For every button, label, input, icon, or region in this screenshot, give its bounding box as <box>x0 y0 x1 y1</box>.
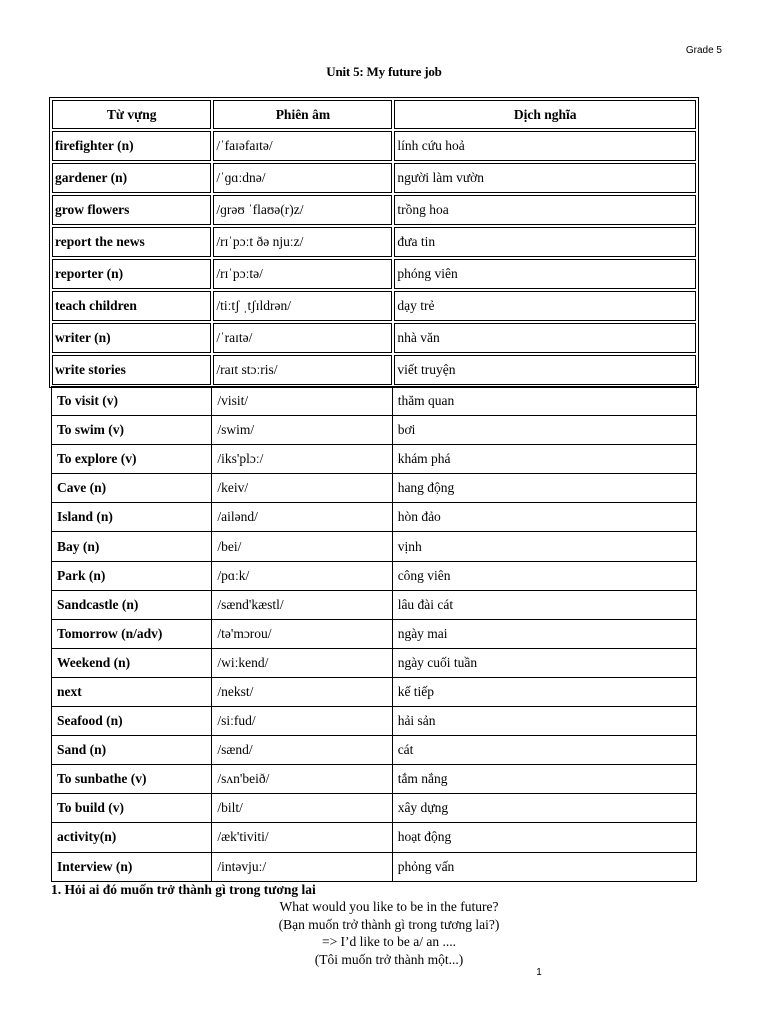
table-header-row <box>52 100 696 129</box>
word-cell: Sandcastle (n) <box>52 590 212 619</box>
word-cell: next <box>52 677 212 706</box>
table-row <box>52 163 696 193</box>
table-row <box>52 387 697 416</box>
ipa-cell: /bei/ <box>212 532 392 561</box>
meaning-cell: hòn đảo <box>392 503 696 532</box>
table-row <box>52 355 696 385</box>
ipa-cell: /tə'mɔrou/ <box>212 619 392 648</box>
example-question: What would you like to be in the future? <box>279 899 499 914</box>
table-row <box>52 227 696 257</box>
header-meaning: Dịch nghĩa <box>394 100 696 129</box>
ipa-cell: /ɡrəʊ ˈflaʊə(r)z/ <box>213 195 392 225</box>
ipa-cell: /ˈfaɪəfaɪtə/ <box>213 131 392 161</box>
ipa-cell: /sænd'kæstl/ <box>212 590 392 619</box>
table-row <box>52 259 696 289</box>
word-cell: To visit (v) <box>52 387 212 416</box>
word-cell: To swim (v) <box>52 416 212 445</box>
example-answer: => I’d like to be a/ an .... <box>321 934 457 949</box>
example-sentences <box>0 898 768 968</box>
page-title: Unit 5: My future job <box>326 64 442 79</box>
word-cell: grow flowers <box>52 195 211 225</box>
word-cell: firefighter (n) <box>52 131 211 161</box>
word-cell: Seafood (n) <box>52 707 212 736</box>
word-cell: write stories <box>52 355 211 385</box>
word-cell: Weekend (n) <box>52 648 212 677</box>
table-row <box>52 823 697 852</box>
meaning-cell: phỏng vấn <box>392 852 696 881</box>
word-cell: Sand (n) <box>52 736 212 765</box>
ipa-cell: /raɪt stɔːris/ <box>213 355 392 385</box>
table-row <box>52 195 696 225</box>
meaning-cell: lính cứu hoả <box>394 131 696 161</box>
word-cell: To sunbathe (v) <box>52 765 212 794</box>
meaning-cell: hoạt động <box>392 823 696 852</box>
ipa-cell: /ˈraɪtə/ <box>213 323 392 353</box>
meaning-cell: tắm nắng <box>392 765 696 794</box>
header-ipa: Phiên âm <box>213 100 392 129</box>
word-cell: Interview (n) <box>52 852 212 881</box>
meaning-cell: vịnh <box>392 532 696 561</box>
example-answer-translation: (Tôi muốn trở thành một...) <box>314 951 464 967</box>
ipa-cell: /sænd/ <box>212 736 392 765</box>
meaning-cell: lâu đài cát <box>392 590 696 619</box>
table-row <box>52 445 697 474</box>
ipa-cell: /intəvjuː/ <box>212 852 392 881</box>
word-cell: To build (v) <box>52 794 212 823</box>
ipa-cell: /æk'tiviti/ <box>212 823 392 852</box>
table-row <box>52 852 697 881</box>
word-cell: reporter (n) <box>52 259 211 289</box>
ipa-cell: /siːfud/ <box>212 707 392 736</box>
ipa-cell: /visit/ <box>212 387 392 416</box>
word-cell: writer (n) <box>52 323 211 353</box>
ipa-cell: /bilt/ <box>212 794 392 823</box>
ipa-cell: /nekst/ <box>212 677 392 706</box>
word-cell: activity(n) <box>52 823 212 852</box>
meaning-cell: khám phá <box>392 445 696 474</box>
word-cell: Tomorrow (n/adv) <box>52 619 212 648</box>
table-row <box>52 736 697 765</box>
grade-label: Grade 5 <box>685 45 722 56</box>
meaning-cell: bơi <box>392 416 696 445</box>
table-row <box>52 416 697 445</box>
word-cell: Cave (n) <box>52 474 212 503</box>
ipa-cell: /rɪˈpɔːt ðə njuːz/ <box>213 227 392 257</box>
page-number: 1 <box>536 967 542 978</box>
table-row <box>52 590 697 619</box>
meaning-cell: đưa tin <box>394 227 696 257</box>
table-row <box>52 503 697 532</box>
table-row <box>52 474 697 503</box>
table-row <box>52 707 697 736</box>
table-row <box>52 561 697 590</box>
word-cell: Island (n) <box>52 503 212 532</box>
meaning-cell: trồng hoa <box>394 195 696 225</box>
meaning-cell: kế tiếp <box>392 677 696 706</box>
header-word: Từ vựng <box>52 100 211 129</box>
ipa-cell: /keiv/ <box>212 474 392 503</box>
meaning-cell: ngày cuối tuần <box>392 648 696 677</box>
meaning-cell: xây dựng <box>392 794 696 823</box>
ipa-cell: /sʌn'beið/ <box>212 765 392 794</box>
word-cell: report the news <box>52 227 211 257</box>
vocabulary-table-primary <box>49 97 699 388</box>
meaning-cell: hang động <box>392 474 696 503</box>
meaning-cell: dạy trẻ <box>394 291 696 321</box>
ipa-cell: /swim/ <box>212 416 392 445</box>
meaning-cell: cát <box>392 736 696 765</box>
ipa-cell: /rɪˈpɔːtə/ <box>213 259 392 289</box>
word-cell: Bay (n) <box>52 532 212 561</box>
table-row <box>52 619 697 648</box>
table-row <box>52 291 696 321</box>
table-row <box>52 131 696 161</box>
ipa-cell: /ˈɡɑːdnə/ <box>213 163 392 193</box>
meaning-cell: thăm quan <box>392 387 696 416</box>
meaning-cell: phóng viên <box>394 259 696 289</box>
word-cell: teach children <box>52 291 211 321</box>
example-question-translation: (Bạn muốn trở thành gì trong tương lai?) <box>278 916 500 932</box>
meaning-cell: người làm vườn <box>394 163 696 193</box>
section-heading: 1. Hỏi ai đó muốn trở thành gì trong tương lai <box>51 882 316 897</box>
ipa-cell: /wiːkend/ <box>212 648 392 677</box>
meaning-cell: công viên <box>392 561 696 590</box>
meaning-cell: ngày mai <box>392 619 696 648</box>
meaning-cell: viết truyện <box>394 355 696 385</box>
word-cell: To explore (v) <box>52 445 212 474</box>
table-row <box>52 323 696 353</box>
ipa-cell: /ailənd/ <box>212 503 392 532</box>
vocabulary-table-secondary <box>51 386 697 882</box>
word-cell: Park (n) <box>52 561 212 590</box>
table-row <box>52 794 697 823</box>
word-cell: gardener (n) <box>52 163 211 193</box>
table-row <box>52 532 697 561</box>
table-row <box>52 765 697 794</box>
ipa-cell: /tiːtʃ ˌtʃɪldrən/ <box>213 291 392 321</box>
meaning-cell: nhà văn <box>394 323 696 353</box>
ipa-cell: /iks'plɔː/ <box>212 445 392 474</box>
meaning-cell: hải sản <box>392 707 696 736</box>
ipa-cell: /pɑːk/ <box>212 561 392 590</box>
table-row <box>52 648 697 677</box>
table-row <box>52 677 697 706</box>
